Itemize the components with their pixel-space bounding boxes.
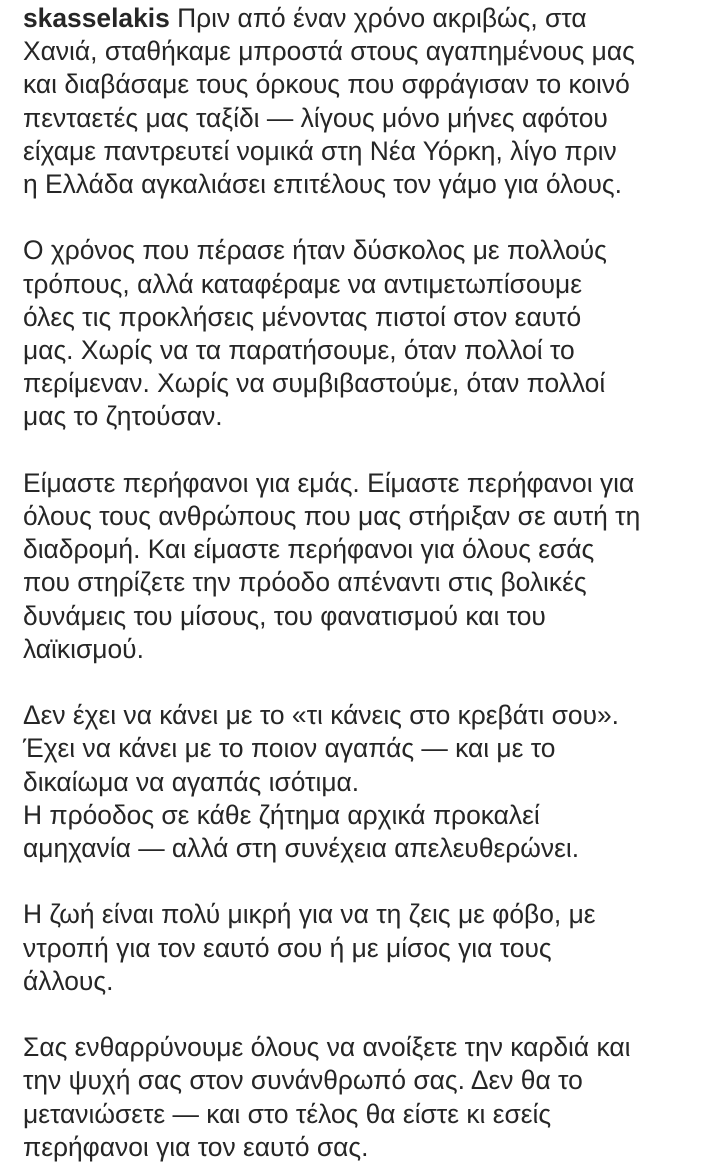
caption-line: περίμεναν. Χωρίς να συμβιβαστούμε, όταν πολλοί [23, 368, 606, 399]
caption-line: όλους τους ανθρώπους που μας στήριξαν σε αυτή τη [23, 501, 641, 532]
caption-paragraph-2 [23, 234, 714, 433]
caption-line [23, 2, 714, 35]
caption-line: αμηχανία — αλλά στη συνέχεια απελευθερώνει. [23, 833, 580, 864]
caption-line: περήφανοι για τον εαυτό σας. [23, 1131, 369, 1162]
caption-line: δικαίωμα να αγαπάς ισότιμα. [23, 766, 360, 797]
caption-line: άλλους. [23, 965, 114, 996]
caption-line: Χανιά, σταθήκαμε μπροστά στους αγαπημένους μας [23, 36, 635, 67]
caption-line: όλες τις προκλήσεις μένοντας πιστοί στον εαυτό [23, 301, 582, 332]
caption-line: και διαβάσαμε τους όρκους που σφράγισαν το κοινό [23, 69, 630, 100]
caption-line: Σας ενθαρρύνουμε όλους να ανοίξετε την καρδιά και [23, 1032, 631, 1063]
caption-line: μετανιώσετε — και στο τέλος θα είστε κι εσείς [23, 1098, 552, 1129]
caption-line: πενταετές μας ταξίδι — λίγους μόνο μήνες αφότου [23, 102, 608, 133]
caption-line: που στηρίζετε την πρόοδο απέναντι στις βολικές [23, 567, 587, 598]
username-link[interactable]: skasselakis [23, 3, 170, 33]
caption-text: Πριν από έναν χρόνο ακριβώς, στα [169, 3, 587, 33]
caption-line: Είμαστε περήφανοι για εμάς. Είμαστε περήφανοι για [23, 467, 635, 498]
caption-paragraph-3 [23, 467, 714, 666]
caption-paragraph-4 [23, 699, 714, 865]
caption-line: Η ζωή είναι πολύ μικρή για να τη ζεις με φόβο, με [23, 899, 596, 930]
caption-line: Η πρόοδος σε κάθε ζήτημα αρχικά προκαλεί [23, 799, 540, 830]
caption-line: ντροπή για τον εαυτό σου ή με μίσος για τους [23, 932, 552, 963]
caption-line: λαϊκισμού. [23, 633, 144, 664]
caption-line: διαδρομή. Και είμαστε περήφανοι για όλους εσάς [23, 534, 595, 565]
caption-line: Ο χρόνος που πέρασε ήταν δύσκολος με πολλούς [23, 235, 607, 266]
caption-paragraph-5 [23, 898, 714, 998]
caption-line: μας το ζητούσαν. [23, 401, 223, 432]
caption-line: Δεν έχει να κάνει με το «τι κάνεις στο κρεβάτι σου». [23, 700, 620, 731]
caption-paragraph-1 [23, 2, 714, 201]
caption-line: μας. Χωρίς να τα παρατήσουμε, όταν πολλοί το [23, 335, 575, 366]
caption-paragraph-6 [23, 1031, 714, 1164]
caption-line: τρόπους, αλλά καταφέραμε να αντιμετωπίσουμε [23, 268, 583, 299]
caption-line: η Ελλάδα αγκαλιάσει επιτέλους τον γάμο για όλους. [23, 169, 622, 200]
caption-line: δυνάμεις του μίσους, του φανατισμού και του [23, 600, 546, 631]
caption-line: είχαμε παντρευτεί νομικά στη Νέα Υόρκη, λίγο πριν [23, 135, 617, 166]
caption-line: την ψυχή σας στον συνάνθρωπό σας. Δεν θα το [23, 1065, 583, 1096]
caption-line: Έχει να κάνει με το ποιον αγαπάς — και με το [23, 733, 556, 764]
